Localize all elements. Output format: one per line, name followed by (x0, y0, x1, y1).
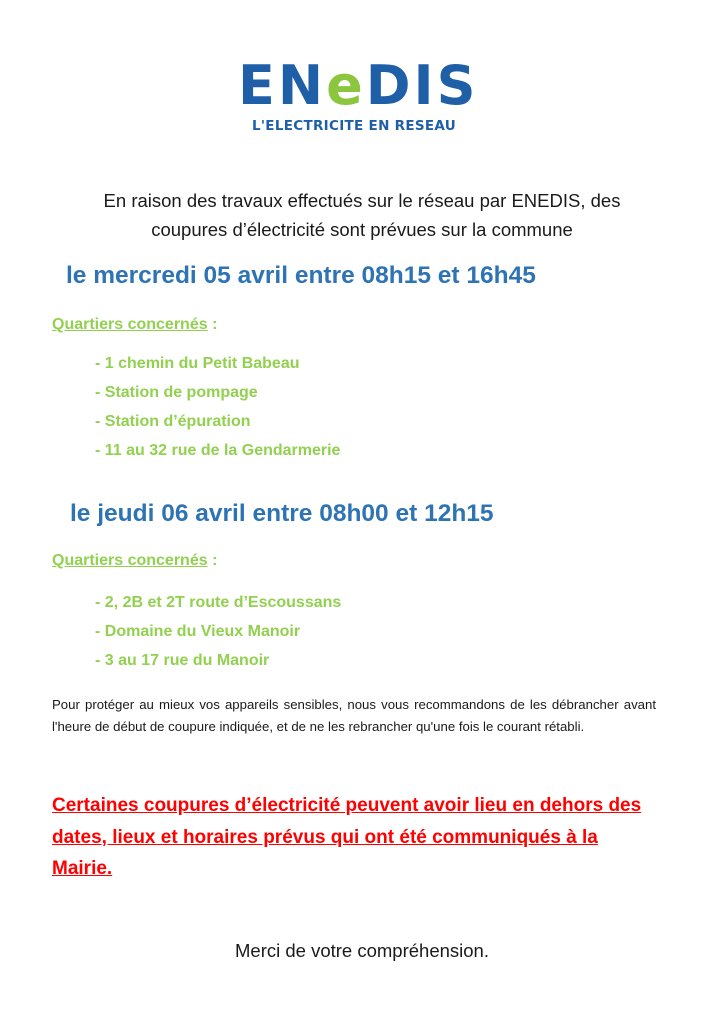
outage-2-areas-list (95, 588, 341, 675)
advice-paragraph: Pour protéger au mieux vos appareils sensibles, nous vous recommandons de les débrancher avant l'heure de début de coupure indiquée, et de ne les rebrancher qu'une fois le courant rétabli. (52, 697, 656, 734)
outage-2-date: le jeudi 06 avril entre 08h00 et 12h15 (70, 500, 494, 527)
outage-2-areas-heading (52, 552, 217, 570)
list-item: - Domaine du Vieux Manoir (95, 623, 301, 640)
list-item: - Station de pompage (95, 384, 258, 401)
outage-1-areas-list (95, 349, 340, 465)
list-item: - 11 au 32 rue de la Gendarmerie (95, 442, 341, 459)
outage-1-areas-label: Quartiers concernés (52, 316, 208, 333)
logo-tagline: L'ELECTRICITE EN RESEAU (251, 118, 457, 134)
intro-text (40, 186, 684, 244)
outage-2-areas-label: Quartiers concernés (52, 552, 208, 569)
closing-thanks: Merci de votre compréhension. (235, 940, 489, 961)
intro-line-2: coupures d’électricité sont prévues sur la commune (151, 219, 573, 240)
warning-notice: Certaines coupures d’électricité peuvent avoir lieu en dehors des dates, lieux et horaires prévus qui ont été communiqués à la Mairie. (52, 795, 642, 879)
list-item: - 2, 2B et 2T route d’Escoussans (95, 594, 342, 611)
logo-wordmark (238, 54, 479, 117)
outage-1-areas-colon: : (207, 316, 218, 333)
outage-2-areas-colon: : (207, 552, 218, 569)
list-item: - Station d’épuration (95, 413, 251, 430)
logo-word-right: DIS (365, 54, 479, 117)
outage-1-date: le mercredi 05 avril entre 08h15 et 16h45 (66, 262, 536, 289)
enedis-logo (238, 54, 479, 138)
list-item: - 3 au 17 rue du Manoir (95, 652, 270, 669)
intro-line-1: En raison des travaux effectués sur le réseau par ENEDIS, des (103, 190, 621, 211)
outage-1-areas-heading (52, 316, 217, 334)
list-item: - 1 chemin du Petit Babeau (95, 355, 300, 372)
logo-word-mid: e (326, 54, 366, 117)
logo-word-left: EN (238, 54, 327, 117)
